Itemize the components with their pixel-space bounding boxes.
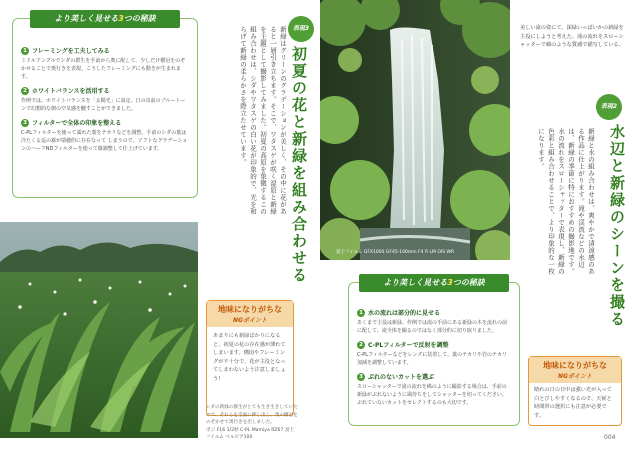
tip-number: 2 (357, 341, 365, 349)
tip-heading: 水の流れは部分的に見せる (368, 310, 441, 317)
tip-item (357, 340, 511, 367)
ng-point-box-left (206, 300, 294, 416)
tip-body: スローシャッターで滝の流れを綿のように撮影する場合は、手前の新緑がぶれないように風待ちをしてシャッターを切ってください。ぶれていないカットをセレクトするのも大切です。 (357, 384, 507, 406)
tips-title-text: より美しく見せる (383, 278, 448, 287)
tips-title-text: より美しく見せる (54, 14, 119, 23)
tip-heading: フィルターで全体の印象を整える (32, 120, 122, 127)
tip-heading: ぶれのないカットを選ぶ (368, 374, 434, 381)
theme2-title: 水辺と新緑のシーンを撮る (608, 124, 626, 328)
theme2-badge: 表現2 (596, 94, 622, 120)
tips-title-number: 3 (447, 278, 453, 287)
ng-title: 地味になりがちな (207, 301, 293, 315)
ng-point-box-right (528, 356, 622, 426)
tips-box-left (12, 14, 198, 198)
tips-box-left-title (30, 10, 180, 28)
ng-title: 地味になりがちな (529, 357, 621, 371)
waterfall-photo (320, 0, 510, 260)
caption-left (206, 404, 298, 442)
tips-title-suffix: つの秘訣 (123, 14, 156, 23)
tip-body: ミドルアングルでシダの群生を手前から奥に配して、少しだけ樹冠をのぞかせることで奥行きを表現。こうしたフレーミングにも動きが生まれます。 (21, 58, 186, 80)
tip-number: 3 (357, 373, 365, 381)
theme3-body-text: 新緑はグリーンのグラデーションが美しく、その中に花があると一層引き立ちます。そこで、ワタスゲが咲く湿原と新緑を主題として撮影してみました。初夏の高原を象徴するこの組み合わせは、シダやワタスゲの白い花が印象的で、光を和らげて新緑の柔らかさを際立たせています。 (239, 26, 287, 215)
ng-subtitle: NGポイント (207, 315, 293, 327)
tip-number: 1 (21, 47, 29, 55)
tip-item (357, 308, 511, 335)
tip-heading: フレーミングを工夫してみる (32, 48, 110, 55)
tip-number: 3 (21, 119, 29, 127)
theme3-badge: 表現3 (288, 16, 314, 42)
tip-item (21, 46, 189, 81)
ng-body: あまりにも新緑ばかりになると、初夏の花の存在感が薄れてしまいます。構図やフレーミングが不十分で、花が主役となってしまわないよう注意しましょう! (213, 333, 286, 382)
tip-heading: C-PLフィルターで反射を調整 (368, 342, 449, 349)
fern-meadow-photo (0, 222, 198, 438)
top-right-caption: 美しい滝の姿にて、深緑いっぱいかの新緑を主役にしようと考えた。滝の流れをスローシャッターで綿のような質感で描写している。 (520, 25, 624, 48)
caption-mid: 富士フイルム GFX100S GF45-100mm F4 R LM OIS WR (336, 249, 455, 255)
tips-box-right-title (359, 274, 509, 292)
tip-body: 作例では、ホワイトバランスを「太陽光」に設定。日の出前のブルートーンで幻想的な朝の空気感を醸すことができました。 (21, 98, 186, 112)
ng-body: 晴れの日の日中は強い光が入って白とびしやすくなるので、天候と時間帯の選択にも注意が必要です。 (534, 387, 612, 419)
tip-item (357, 372, 511, 407)
tips-title-number: 3 (118, 14, 124, 23)
theme3-title: 初夏の花と新緑を組み合わせる (290, 46, 308, 284)
theme2-body-text: 新緑と水の組み合わせは、爽やかで清涼感のある作品に仕上がります。滝や渓流などの水辺は、新緑の季節に特におすすめの撮影地です。水の流れをスローシャッターで表現し、新緑の色彩と組み合わせることで、より印象的な一枚になります。 (537, 128, 595, 275)
tip-number: 1 (357, 309, 365, 317)
tips-title-suffix: つの秘訣 (452, 278, 485, 287)
tip-body: C-PLフィルターなどをレンズに装着して、葉のテカリや岩のテカリ加減を調整しています。 (357, 352, 507, 366)
tip-item (21, 118, 189, 153)
page-number: 004 (604, 434, 616, 441)
tip-body: C-PLフィルターを使って濡れた葉をテカリなどを調整。手前のシダの葉は冷たくる巡の霧が瑞穂的に存在なって しまうので、ソフトなグラデーションのハーフNDフィルターを使って微調整して仕上げています。 (21, 130, 188, 152)
tips-box-right (348, 278, 520, 426)
caption-left-text: シダの新緑の群生がとても生き生きしていたので、それらを全面に押し出し、奥の樹冠をのぞかせて奥行きを出しました。 (206, 405, 298, 425)
tip-item (21, 86, 189, 113)
tip-body: あくまで主役は新緑。作例では滝の手前にある新緑の木を流れの前に配して、滝全体を撮るのではなく部分的に切り取りました。 (357, 320, 508, 334)
tip-heading: ホワイトバランスを活用する (32, 88, 110, 95)
tip-number: 2 (21, 87, 29, 95)
caption-left-exif: ポジ F16 1/2秒 C-PL Mamiya RZ67 富士フイルム ベルビア100 (206, 427, 295, 440)
ng-subtitle: NGポイント (529, 371, 621, 383)
